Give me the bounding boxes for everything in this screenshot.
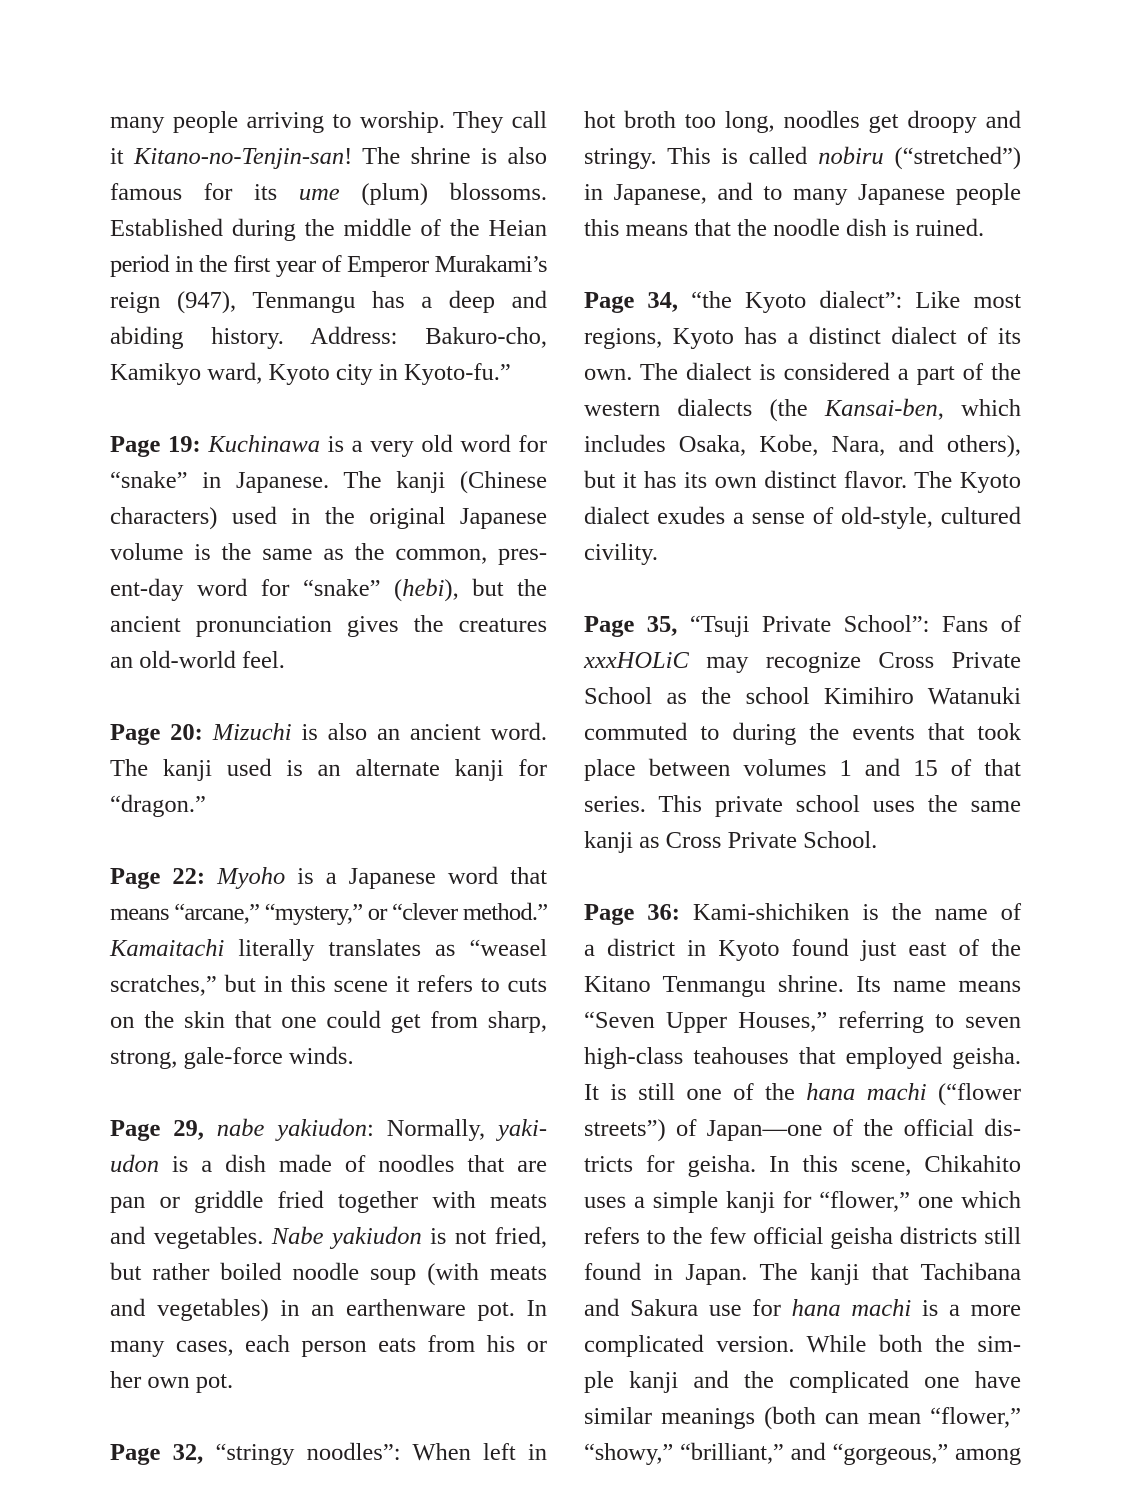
text-line bbox=[110, 1291, 547, 1327]
italic-term: Kitano-no-Tenjin-san bbox=[133, 143, 345, 170]
italic-term: nabe yakiudon bbox=[216, 1115, 368, 1142]
text-line bbox=[584, 1363, 1021, 1399]
italic-term: Kansai-ben bbox=[824, 395, 938, 422]
text-line bbox=[584, 283, 1021, 319]
text-run: this means that the noodle dish is ruined. bbox=[584, 215, 985, 242]
text-run: includes Osaka, Kobe, Nara, and others), bbox=[584, 431, 1021, 458]
note-paragraph bbox=[110, 859, 547, 1075]
text-run: high-class teahouses that employed geisha. bbox=[584, 1043, 1021, 1070]
text-run: “Tsuji Private School”: Fans of bbox=[689, 611, 1021, 638]
italic-term: Kuchinawa bbox=[208, 431, 320, 458]
text-line bbox=[110, 571, 547, 607]
text-run: an old-world feel. bbox=[110, 647, 285, 674]
text-line bbox=[110, 859, 547, 895]
text-run: kanji as Cross Private School. bbox=[584, 827, 878, 854]
text-line bbox=[110, 1003, 547, 1039]
text-line bbox=[584, 1111, 1021, 1147]
text-run: (plum) blossoms. bbox=[339, 179, 547, 206]
text-line bbox=[584, 1435, 1021, 1471]
text-run: series. This private school uses the same bbox=[584, 791, 1021, 818]
text-run: on the skin that one could get from sharp, bbox=[110, 1007, 547, 1034]
text-line bbox=[584, 643, 1021, 679]
note-paragraph bbox=[584, 283, 1021, 571]
text-run: Kitano Tenmangu shrine. Its name means bbox=[584, 971, 1021, 998]
text-line bbox=[110, 1435, 547, 1471]
text-line bbox=[584, 391, 1021, 427]
text-run: it bbox=[110, 143, 134, 170]
text-line bbox=[584, 715, 1021, 751]
text-run: is a dish made of noodles that are bbox=[159, 1151, 547, 1178]
text-line bbox=[584, 1075, 1021, 1111]
text-line bbox=[584, 1255, 1021, 1291]
text-run: ent-day word for “snake” ( bbox=[110, 575, 403, 602]
text-line bbox=[110, 535, 547, 571]
text-line bbox=[110, 1363, 547, 1399]
italic-term: udon bbox=[110, 1151, 159, 1178]
text-line bbox=[584, 1183, 1021, 1219]
text-line bbox=[584, 319, 1021, 355]
text-run: ple kanji and the complicated one have bbox=[584, 1367, 1021, 1394]
text-line bbox=[584, 1003, 1021, 1039]
left-column bbox=[110, 103, 547, 1507]
text-line bbox=[110, 283, 547, 319]
page-reference-label: Page 29, bbox=[110, 1115, 217, 1142]
text-run: means “arcane,” “mystery,” or “clever method.” bbox=[110, 899, 548, 926]
text-line bbox=[584, 931, 1021, 967]
text-run: (“flower bbox=[926, 1079, 1021, 1106]
text-line bbox=[110, 247, 547, 283]
text-line bbox=[110, 895, 547, 931]
text-run: similar meanings (both can mean “flower,” bbox=[584, 1403, 1021, 1430]
text-run: streets”) of Japan—one of the official dis- bbox=[584, 1115, 1021, 1142]
text-line bbox=[584, 1327, 1021, 1363]
page-reference-label: Page 20: bbox=[110, 719, 213, 746]
text-run: Kamikyo ward, Kyoto city in Kyoto-fu.” bbox=[110, 359, 511, 386]
text-run: civility. bbox=[584, 539, 658, 566]
italic-term: hebi bbox=[402, 575, 445, 602]
note-paragraph bbox=[584, 607, 1021, 859]
text-run: , which bbox=[937, 395, 1022, 422]
text-run: famous for its bbox=[110, 179, 299, 206]
page-reference-label: Page 35, bbox=[584, 611, 690, 638]
text-line bbox=[584, 895, 1021, 931]
text-line bbox=[584, 175, 1021, 211]
text-run: literally translates as “weasel bbox=[224, 935, 547, 962]
text-run: refers to the few official geisha districts still bbox=[584, 1223, 1021, 1250]
text-line bbox=[584, 751, 1021, 787]
italic-term: hana machi bbox=[806, 1079, 927, 1106]
italic-term: yaki- bbox=[498, 1115, 547, 1142]
text-line bbox=[110, 967, 547, 1003]
note-paragraph bbox=[110, 103, 547, 391]
italic-term: ume bbox=[298, 179, 340, 206]
text-run: a district in Kyoto found just east of the bbox=[584, 935, 1021, 962]
text-run: uses a simple kanji for “flower,” one which bbox=[584, 1187, 1021, 1214]
text-run: “Seven Upper Houses,” referring to seven bbox=[584, 1007, 1021, 1034]
text-run: (“stretched”) bbox=[883, 143, 1021, 170]
text-run: is a more bbox=[911, 1295, 1022, 1322]
text-line bbox=[584, 967, 1021, 1003]
page-reference-label: Page 32, bbox=[110, 1439, 216, 1466]
text-run: ), but the bbox=[444, 575, 547, 602]
text-run: School as the school Kimihiro Watanuki bbox=[584, 683, 1021, 710]
text-run: regions, Kyoto has a distinct dialect of its bbox=[584, 323, 1021, 350]
text-line bbox=[110, 355, 547, 391]
text-run: “snake” in Japanese. The kanji (Chinese bbox=[110, 467, 547, 494]
text-run: and vegetables) in an earthenware pot. In bbox=[110, 1295, 547, 1322]
text-run: found in Japan. The kanji that Tachibana bbox=[584, 1259, 1021, 1286]
page-reference-label: Page 22: bbox=[110, 863, 218, 890]
text-run: It is still one of the bbox=[584, 1079, 807, 1106]
text-run: Established during the middle of the Heian bbox=[110, 215, 547, 242]
text-run: abiding history. Address: Bakuro-cho, bbox=[110, 323, 547, 350]
italic-term: Nabe yakiudon bbox=[271, 1223, 422, 1250]
text-line bbox=[110, 175, 547, 211]
note-paragraph bbox=[110, 1435, 547, 1471]
text-line bbox=[110, 1255, 547, 1291]
text-run: characters) used in the original Japanese bbox=[110, 503, 547, 530]
text-run: place between volumes 1 and 15 of that bbox=[584, 755, 1021, 782]
text-line bbox=[110, 607, 547, 643]
text-line bbox=[110, 1039, 547, 1075]
text-run: reign (947), Tenmangu has a deep and bbox=[110, 287, 547, 314]
text-line bbox=[110, 103, 547, 139]
text-line bbox=[110, 931, 547, 967]
right-column bbox=[584, 103, 1021, 1507]
text-run: “showy,” “brilliant,” and “gorgeous,” among bbox=[584, 1439, 1021, 1466]
text-line bbox=[110, 1219, 547, 1255]
text-line bbox=[110, 751, 547, 787]
text-line bbox=[584, 1291, 1021, 1327]
text-line bbox=[110, 1183, 547, 1219]
text-run: pan or griddle fried together with meats bbox=[110, 1187, 547, 1214]
text-run: strong, gale-force winds. bbox=[110, 1043, 354, 1070]
text-line bbox=[110, 643, 547, 679]
text-run: ! The shrine is also bbox=[344, 143, 547, 170]
text-run: is a very old word for bbox=[319, 431, 548, 458]
text-line bbox=[584, 607, 1021, 643]
text-run: “the Kyoto dialect”: Like most bbox=[691, 287, 1022, 314]
text-line bbox=[110, 715, 547, 751]
text-run: Kami-shichiken is the name of bbox=[692, 899, 1021, 926]
note-paragraph bbox=[110, 1111, 547, 1399]
italic-term: Myoho bbox=[217, 863, 286, 890]
text-run: many people arriving to worship. They call bbox=[110, 107, 547, 134]
text-run: but it has its own distinct flavor. The Kyoto bbox=[584, 467, 1021, 494]
text-run: is not fried, bbox=[421, 1223, 547, 1250]
text-line bbox=[110, 499, 547, 535]
text-line bbox=[584, 823, 1021, 859]
text-run: may recognize Cross Private bbox=[688, 647, 1021, 674]
page-reference-label: Page 19: bbox=[110, 431, 209, 458]
text-line bbox=[584, 1219, 1021, 1255]
text-line bbox=[110, 139, 547, 175]
page-reference-label: Page 34, bbox=[584, 287, 692, 314]
text-line bbox=[110, 427, 547, 463]
text-run: and vegetables. bbox=[110, 1223, 272, 1250]
note-paragraph bbox=[110, 427, 547, 679]
text-line bbox=[584, 463, 1021, 499]
text-run: hot broth too long, noodles get droopy and bbox=[584, 107, 1021, 134]
text-run: but rather boiled noodle soup (with meats bbox=[110, 1259, 547, 1286]
text-run: is a Japanese word that bbox=[285, 863, 548, 890]
text-run: many cases, each person eats from his or bbox=[110, 1331, 547, 1358]
text-line bbox=[110, 787, 547, 823]
text-line bbox=[110, 1147, 547, 1183]
text-run: own. The dialect is considered a part of the bbox=[584, 359, 1021, 386]
text-run: “stringy noodles”: When left in bbox=[215, 1439, 547, 1466]
text-run: her own pot. bbox=[110, 1367, 234, 1394]
italic-term: Mizuchi bbox=[212, 719, 292, 746]
text-run: western dialects (the bbox=[584, 395, 825, 422]
note-paragraph bbox=[110, 715, 547, 823]
italic-term: xxxHOLiC bbox=[584, 647, 689, 674]
text-run: is also an ancient word. bbox=[291, 719, 547, 746]
text-run: volume is the same as the common, pres- bbox=[110, 539, 547, 566]
text-line bbox=[584, 139, 1021, 175]
text-line bbox=[584, 1399, 1021, 1435]
italic-term: Kamaitachi bbox=[110, 935, 225, 962]
text-line bbox=[584, 103, 1021, 139]
page-reference-label: Page 36: bbox=[584, 899, 693, 926]
text-run: stringy. This is called bbox=[584, 143, 819, 170]
text-run: The kanji used is an alternate kanji for bbox=[110, 755, 547, 782]
text-run: and Sakura use for bbox=[584, 1295, 792, 1322]
text-line bbox=[584, 1039, 1021, 1075]
text-run: commuted to during the events that took bbox=[584, 719, 1021, 746]
text-line bbox=[584, 355, 1021, 391]
text-line bbox=[584, 679, 1021, 715]
text-run: period in the first year of Emperor Murakami’s bbox=[110, 251, 547, 278]
text-line bbox=[584, 1147, 1021, 1183]
text-line bbox=[110, 1111, 547, 1147]
text-run: in Japanese, and to many Japanese people bbox=[584, 179, 1021, 206]
text-line bbox=[110, 211, 547, 247]
text-line bbox=[110, 463, 547, 499]
text-run: dialect exudes a sense of old-style, cultured bbox=[584, 503, 1021, 530]
text-line bbox=[584, 499, 1021, 535]
text-line bbox=[110, 1327, 547, 1363]
text-line bbox=[584, 787, 1021, 823]
note-paragraph bbox=[584, 895, 1021, 1471]
text-line bbox=[584, 535, 1021, 571]
text-run: complicated version. While both the sim- bbox=[584, 1331, 1021, 1358]
text-run: ancient pronunciation gives the creatures bbox=[110, 611, 547, 638]
text-run: : Normally, bbox=[367, 1115, 499, 1142]
text-run: tricts for geisha. In this scene, Chikahito bbox=[584, 1151, 1021, 1178]
text-run: “dragon.” bbox=[110, 791, 206, 818]
text-line bbox=[110, 319, 547, 355]
italic-term: nobiru bbox=[818, 143, 884, 170]
text-line bbox=[584, 427, 1021, 463]
note-paragraph bbox=[584, 103, 1021, 247]
text-line bbox=[584, 211, 1021, 247]
text-run: scratches,” but in this scene it refers to cuts bbox=[110, 971, 547, 998]
italic-term: hana machi bbox=[791, 1295, 912, 1322]
